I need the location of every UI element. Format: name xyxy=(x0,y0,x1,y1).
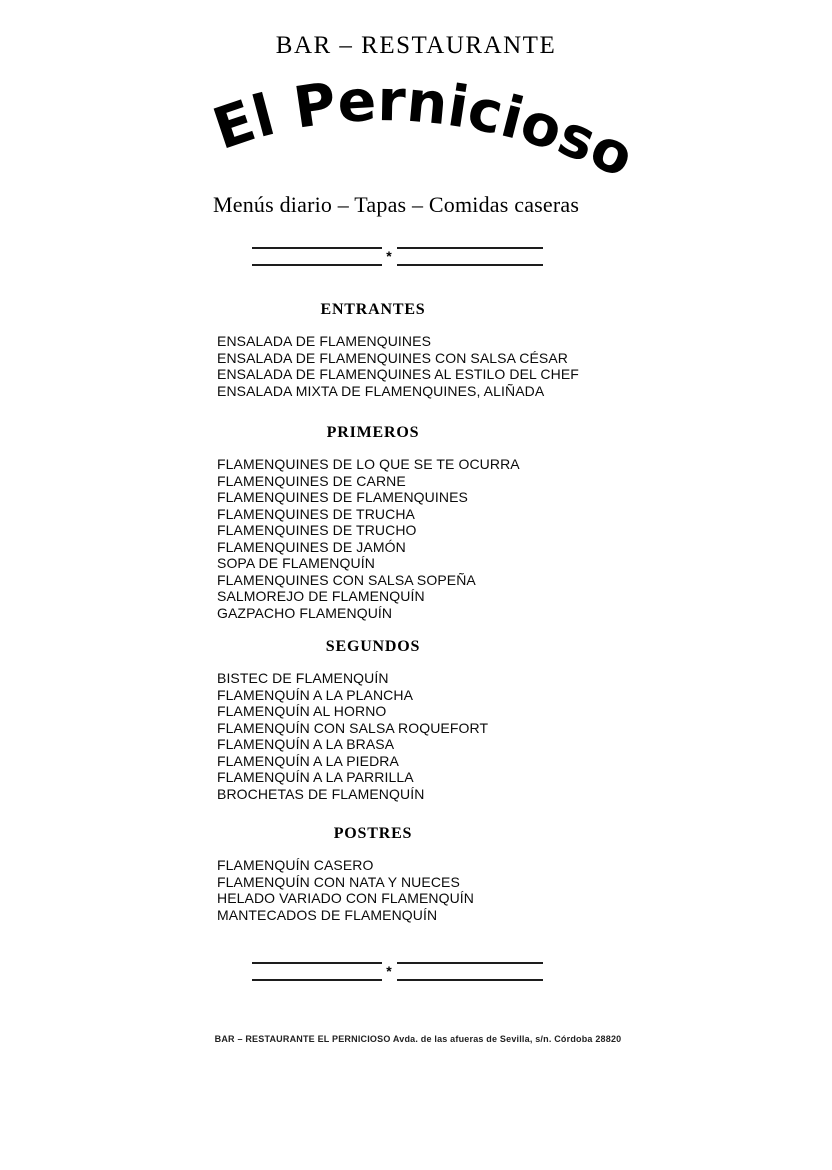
menu-item: FLAMENQUÍN A LA BRASA xyxy=(217,736,395,752)
menu-item: FLAMENQUINES DE JAMÓN xyxy=(217,538,406,555)
page-title: BAR – RESTAURANTE xyxy=(275,32,557,59)
section-postres xyxy=(217,825,529,923)
section-segundos xyxy=(217,638,529,802)
menu-item: FLAMENQUÍN A LA PLANCHA xyxy=(217,686,414,703)
menu-item: ENSALADA DE FLAMENQUINES CON SALSA CÉSAR xyxy=(217,349,568,366)
section-entrantes xyxy=(217,301,579,399)
tagline: Menús diario – Tapas – Comidas caseras xyxy=(213,192,580,217)
divider-asterisk: * xyxy=(386,963,392,979)
menu-item: FLAMENQUINES DE TRUCHO xyxy=(217,522,417,538)
section-primeros xyxy=(217,424,529,621)
divider-right-rule xyxy=(397,247,543,266)
menu-item: BISTEC DE FLAMENQUÍN xyxy=(217,670,389,686)
menu-item: FLAMENQUINES DE FLAMENQUINES xyxy=(217,489,468,505)
top-divider xyxy=(0,247,832,267)
section-title-postres: POSTRES xyxy=(333,825,413,842)
menu-item: FLAMENQUINES CON SALSA SOPEÑA xyxy=(217,571,476,588)
menu-item: FLAMENQUINES DE TRUCHA xyxy=(217,505,415,522)
item-list-postres xyxy=(217,857,529,923)
menu-item: FLAMENQUÍN A LA PIEDRA xyxy=(217,752,399,769)
menu-item: ENSALADA DE FLAMENQUINES xyxy=(217,333,432,349)
divider-left-rule xyxy=(252,247,382,266)
logo-text: El Pernicioso xyxy=(205,67,643,191)
section-title-primeros: PRIMEROS xyxy=(326,424,420,441)
item-list-segundos xyxy=(217,670,529,802)
menu-item: ENSALADA MIXTA DE FLAMENQUINES, ALIÑADA xyxy=(217,382,545,399)
menu-item: FLAMENQUÍN CON SALSA ROQUEFORT xyxy=(217,719,489,736)
menu-item: GAZPACHO FLAMENQUÍN xyxy=(217,604,393,621)
logo-wordart xyxy=(205,68,643,191)
divider-left-rule xyxy=(252,962,382,981)
divider-asterisk: * xyxy=(386,248,392,264)
menu-item: FLAMENQUÍN CON NATA Y NUECES xyxy=(217,873,460,890)
divider-right-rule xyxy=(397,962,543,981)
menu-item: FLAMENQUÍN AL HORNO xyxy=(217,703,387,719)
section-title-entrantes: ENTRANTES xyxy=(320,301,426,318)
menu-item: HELADO VARIADO CON FLAMENQUÍN xyxy=(217,890,475,906)
item-list-primeros xyxy=(217,456,529,621)
menu-item: FLAMENQUÍN A LA PARRILLA xyxy=(217,769,414,785)
address-footer: BAR – RESTAURANTE EL PERNICIOSO Avda. de las afueras de Sevilla, s/n. Córdoba 28820 xyxy=(214,1034,622,1044)
menu-item: ENSALADA DE FLAMENQUINES AL ESTILO DEL CHEF xyxy=(217,366,579,382)
menu-item: MANTECADOS DE FLAMENQUÍN xyxy=(217,906,438,923)
item-list-entrantes xyxy=(217,333,579,399)
section-title-segundos: SEGUNDOS xyxy=(325,638,421,655)
menu-item: FLAMENQUINES DE LO QUE SE TE OCURRA xyxy=(217,456,520,472)
menu-item: FLAMENQUÍN CASERO xyxy=(217,857,374,873)
menu-item: BROCHETAS DE FLAMENQUÍN xyxy=(217,785,425,802)
menu-item: FLAMENQUINES DE CARNE xyxy=(217,472,406,489)
bottom-divider xyxy=(0,962,832,982)
menu-item: SALMOREJO DE FLAMENQUÍN xyxy=(217,588,425,604)
menu-item: SOPA DE FLAMENQUÍN xyxy=(217,555,375,571)
